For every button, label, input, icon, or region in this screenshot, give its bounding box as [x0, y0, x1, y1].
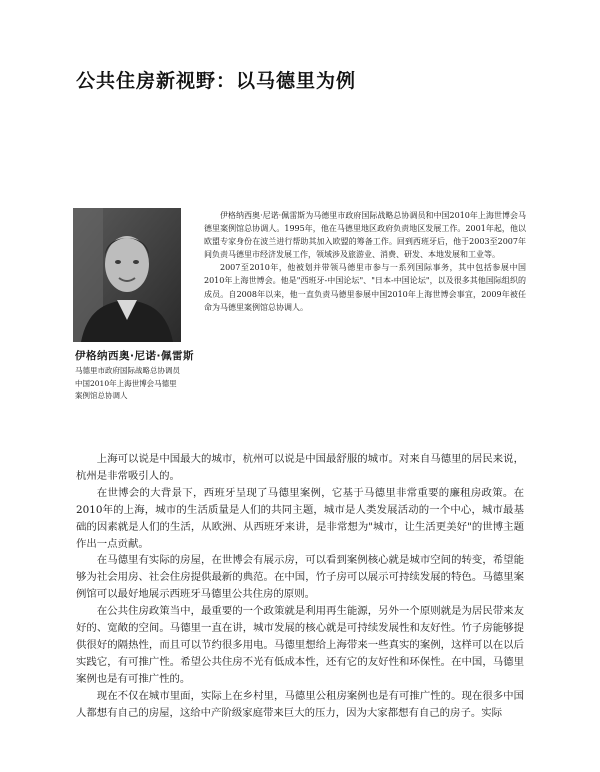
author-portrait	[73, 208, 181, 342]
author-role-line: 案例馆总协调人	[75, 391, 128, 400]
author-role-line: 中国2010年上海世博会马德里	[75, 378, 177, 388]
page-title: 公共住房新视野：以马德里为例	[76, 70, 357, 92]
body-paragraph: 在马德里有实际的房屋，在世博会有展示房，可以看到案例核心就是城市空间的转变，希望能够为社会用房、社会住房提供最新的典范。在中国，竹子房可以展示可持续发展的特色。马德里案例馆可以最好地展示西班牙马德里公共住房的原则。	[76, 554, 524, 601]
author-name: 伊格纳西奥·尼诺·佩雷斯	[75, 350, 194, 362]
author-roles	[75, 365, 180, 403]
article-body	[76, 451, 524, 722]
body-paragraph: 在世博会的大背景下，西班牙呈现了马德里案例，它基于马德里非常重要的廉租房政策。在2010年的上海，城市的生活质量是人们的共同主题，城市是人类发展活动的一个中心，城市最基础的因素就是人们的生活，从欧洲、从西班牙来讲，是非常想为"城市，让生活更美好"的世博主题作出一点贡献。	[76, 486, 524, 550]
body-paragraph: 在公共住房政策当中，最重要的一个政策就是利用再生能源，另外一个原则就是为居民带来友好的、宽敞的空间。马德里一直在讲，城市发展的核心就是可持续发展性和友好性。竹子房能够提供很好的隔热性，而且可以节约很多用电。马德里想给上海带来一些真实的案例，这样可以在以后实践它，有可推广性。希望公共住房不光有低成本性，还有它的友好性和环保性。在中国，马德里案例也是有可推广性的。	[76, 605, 524, 685]
portrait-image	[73, 208, 181, 342]
body-paragraph: 现在不仅在城市里面，实际上在乡村里，马德里公租房案例也是有可推广性的。现在很多中国人都想有自己的房屋，这给中产阶级家庭带来巨大的压力，因为大家都想有自己的房子。实际	[76, 689, 524, 719]
bio-paragraph: 2007至2010年，他被划并带领马德里市参与一系列国际事务，其中包括参展中国2010年上海世博会。他是"西班牙-中国论坛"、"日本-中国论坛"，以及很多其他国际组织的成员。自2008年以来，他一直负责马德里参展中国2010年上海世博会事宜，2009年被任命为马德里案例馆总协调人。	[204, 263, 526, 312]
bio-paragraph: 伊格纳西奥·尼诺·佩雷斯为马德里市政府国际战略总协调员和中国2010年上海世博会马德里案例馆总协调人。1995年，他在马德里地区政府负责地区发展工作。2001年起，他以欧盟专家身份在波兰进行帮助其加入欧盟的筹备工作。回到西班牙后，他于2003至2007年间负责马德里市经济发展工作，领域涉及旅游业、消费、研发、本地发展和工业等。	[204, 211, 526, 260]
body-paragraph: 上海可以说是中国最大的城市，杭州可以说是中国最舒服的城市。对来自马德里的居民来说，杭州是非常吸引人的。	[76, 453, 524, 482]
author-bio	[204, 209, 526, 314]
author-role-line: 马德里市政府国际战略总协调员	[75, 366, 180, 375]
